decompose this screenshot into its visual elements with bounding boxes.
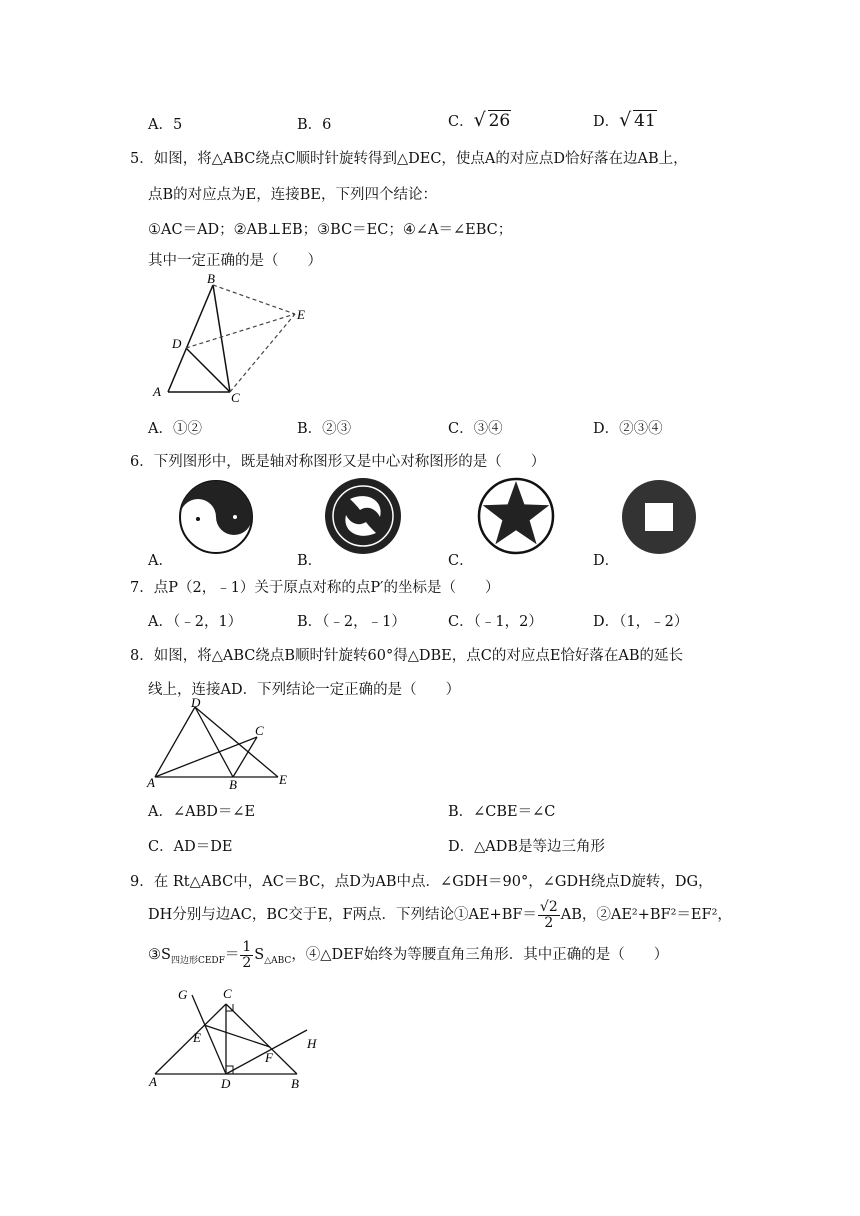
sqrt-26: √ 26 [473,109,511,131]
q8-stem-line2: 线上，连接AD．下列结论一定正确的是（ ） [148,682,461,698]
q6-option-c: C． [448,553,474,569]
q9-label-d: D [221,1076,231,1090]
q9-line2-b: AB，②AE²+BF²＝EF²， [560,907,732,924]
q8-label-a: A [147,775,155,790]
q9-frac1-den: 2 [544,914,554,931]
q5-label-d: D [172,336,182,351]
q4-option-a: A．5 [148,117,183,133]
q5-statements: ①AC＝AD；②AB⊥EB；③BC＝EC；④∠A＝∠EBC； [148,222,513,238]
q9-label-c: C [223,986,232,1001]
yin-yang-icon [178,479,254,555]
q6-option-d: D． [593,553,620,569]
q9-stem-line1: 9．在 Rt△ABC中，AC＝BC，点D为AB中点．∠GDH＝90°，∠GDH绕点D旋转，DG， [130,874,713,890]
q9-frac1-num: √2 [539,899,558,915]
q6-option-b: B． [297,553,323,569]
q9-line3-d: ，④△DEF始终为等腰直角三角形．其中正确的是（ ） [291,947,669,964]
q9-fraction-sqrt2-over-2 [538,900,560,930]
q9-label-h: H [307,1036,317,1051]
q7-option-b: B．（﹣2，﹣1） [297,614,406,630]
star-in-circle-icon [477,477,555,555]
q5-stem-line2: 点B的对应点为E，连接BE，下列四个结论： [148,187,437,203]
q9-fraction-1-over-2 [240,940,253,970]
q9-label-g: G [178,987,188,1002]
q9-line3-a: ③S [148,947,171,964]
swirl-icon [324,477,402,555]
q5-label-b: B [207,272,215,286]
q8-option-a: A．∠ABD＝∠E [148,804,256,820]
q9-line2-a: DH分别与边AC，BC交于E，F两点．下列结论①AE+BF＝ [148,907,537,924]
q9-figure [145,980,340,1090]
q9-label-a: A [149,1074,157,1089]
q4-option-d [593,110,657,131]
q5-figure [145,272,325,407]
q8-label-d: D [191,697,201,710]
q8-label-c: C [255,723,264,738]
q4-option-b: B．6 [297,117,332,133]
sqrt-41: √ 41 [619,109,656,131]
q9-frac2-den: 2 [242,954,252,971]
q5-label-e: E [297,307,305,322]
q7-option-a: A．（﹣2，1） [148,614,243,630]
q6-option-a: A． [148,553,173,569]
q9-frac2-num: 1 [242,939,252,955]
q4-option-c-prefix: C． [448,114,474,130]
q9-line3-b: ＝ [224,947,240,964]
q9-line3-c: S [254,947,265,964]
q5-stem-line1: 5．如图，将△ABC绕点C顺时针旋转得到△DEC，使点A的对应点D恰好落在边AB上， [130,151,688,167]
q5-option-c: C．③④ [448,421,503,437]
q4-option-d-prefix: D． [593,114,620,130]
q5-label-c: C [231,390,240,405]
q6-stem: 6．下列图形中，既是轴对称图形又是中心对称图形的是（ ） [130,454,546,470]
q9-line3-sub2: △ABC [264,956,292,967]
q5-option-b: B．②③ [297,421,352,437]
q7-option-d: D．（1，﹣2） [593,614,689,630]
q5-label-a: A [153,384,161,399]
q4-option-c-radicand: 26 [488,111,511,131]
q5-question: 其中一定正确的是（ ） [148,253,322,269]
q8-option-c: C．AD＝DE [148,839,233,855]
q8-figure [145,697,295,792]
q7-option-c: C．（﹣1，2） [448,614,543,630]
q5-option-a: A．①② [148,421,202,437]
q9-stem-line2 [148,900,732,930]
q8-option-d: D．△ADB是等边三角形 [448,839,606,855]
q4-option-d-radicand: 41 [634,111,656,131]
q9-label-e: E [193,1030,201,1045]
q8-label-e: E [279,772,287,787]
q9-stem-line3 [148,940,668,970]
q9-line3-sub: 四边形CEDF [170,956,225,967]
q8-option-b: B．∠CBE＝∠C [448,804,556,820]
q8-stem-line1: 8．如图，将△ABC绕点B顺时针旋转60°得△DBE，点C的对应点E恰好落在AB的延长 [130,648,684,664]
q4-option-c [448,110,511,131]
square-in-circle-icon [621,479,697,555]
q9-label-b: B [291,1076,299,1090]
q9-label-f: F [265,1050,273,1065]
q8-label-b: B [229,777,237,792]
q7-stem: 7．点P（2，﹣1）关于原点对称的点P′的坐标是（ ） [130,580,500,596]
q5-option-d: D．②③④ [593,421,663,437]
